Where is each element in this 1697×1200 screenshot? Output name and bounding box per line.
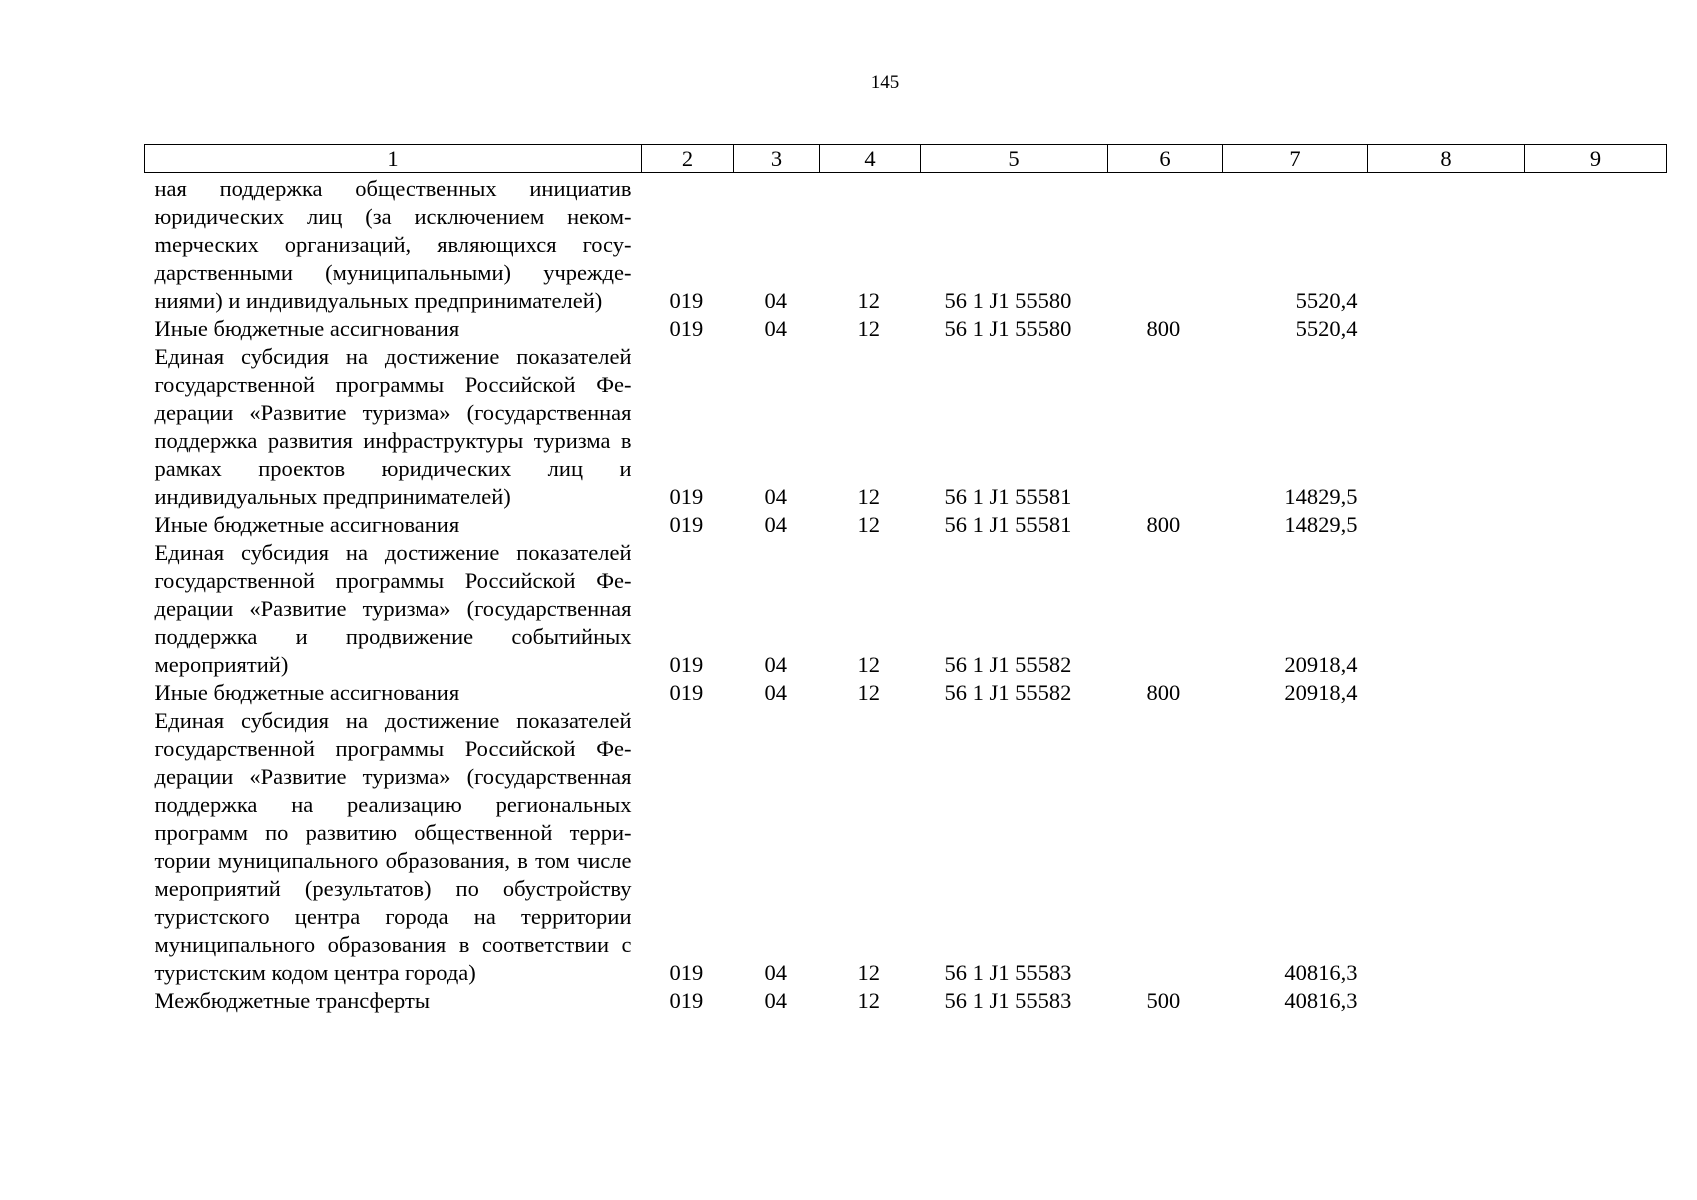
column-header: 3 xyxy=(734,145,820,173)
subsection-code: 04 xyxy=(764,288,787,313)
column-header: 1 xyxy=(145,145,642,173)
table-row xyxy=(145,511,1667,539)
column-8-value xyxy=(1368,173,1525,316)
target-article-code: 56 1 J1 55583 xyxy=(944,960,1072,985)
column-9-value xyxy=(1525,987,1667,1015)
column-8-value xyxy=(1368,987,1525,1015)
subsection-part-code: 12 xyxy=(857,988,880,1013)
table-row xyxy=(145,343,1667,511)
column-9-value xyxy=(1525,511,1667,539)
section-code: 019 xyxy=(669,316,704,341)
column-8-value xyxy=(1368,511,1525,539)
subsection-code: 04 xyxy=(764,960,787,985)
table-row xyxy=(145,987,1667,1015)
target-article-code: 56 1 J1 55581 xyxy=(944,512,1072,537)
amount: 20918,4 xyxy=(1284,680,1358,705)
expense-type-code: 500 xyxy=(1146,988,1181,1013)
subsection-part-code: 12 xyxy=(857,960,880,985)
target-article-code: 56 1 J1 55582 xyxy=(944,652,1072,677)
column-header: 2 xyxy=(642,145,734,173)
column-9-value xyxy=(1525,679,1667,707)
column-header: 6 xyxy=(1108,145,1223,173)
page-number: 145 xyxy=(870,72,900,93)
target-article-code: 56 1 J1 55582 xyxy=(944,680,1072,705)
column-8-value xyxy=(1368,315,1525,343)
row-description: Иные бюджетные ассигнования xyxy=(154,512,460,537)
row-description: Межбюджетные трансферты xyxy=(154,988,430,1013)
subsection-part-code: 12 xyxy=(857,316,880,341)
table-row xyxy=(145,315,1667,343)
subsection-part-code: 12 xyxy=(857,288,880,313)
column-8-value xyxy=(1368,343,1525,511)
amount: 5520,4 xyxy=(1295,288,1358,313)
amount: 20918,4 xyxy=(1284,652,1358,677)
column-header: 8 xyxy=(1368,145,1525,173)
amount: 40816,3 xyxy=(1284,960,1358,985)
section-code: 019 xyxy=(669,288,704,313)
target-article-code: 56 1 J1 55580 xyxy=(944,288,1072,313)
section-code: 019 xyxy=(669,484,704,509)
expense-type-code xyxy=(1108,343,1223,511)
column-number-row xyxy=(145,145,1667,173)
subsection-part-code: 12 xyxy=(857,652,880,677)
subsection-part-code: 12 xyxy=(857,484,880,509)
table-row xyxy=(145,539,1667,679)
row-description: Иные бюджетные ассигнования xyxy=(154,316,460,341)
subsection-part-code: 12 xyxy=(857,680,880,705)
row-description: Единая субсидия на достижение показателей государственной программы Российской Федерации «Развитие туризма» (государственная поддержка развития инфраструктуры туризма в рамках проектов юридических лиц и индивидуальных предпринимателей) xyxy=(154,344,632,509)
expense-type-code xyxy=(1108,173,1223,316)
row-description: Единая субсидия на достижение показателей государственной программы Российской Федерации «Развитие туризма» (государственная поддержка на реализацию региональных программ по развитию общественной территории муниципального образования, в том числе мероприятий (результатов) по обустройству туристского центра города на территории муниципального образования в соответствии с туристским кодом центра города) xyxy=(154,708,632,985)
table-row xyxy=(145,707,1667,987)
amount: 5520,4 xyxy=(1295,316,1358,341)
column-9-value xyxy=(1525,173,1667,316)
target-article-code: 56 1 J1 55583 xyxy=(944,988,1072,1013)
subsection-part-code: 12 xyxy=(857,512,880,537)
section-code: 019 xyxy=(669,680,704,705)
row-description: ная поддержка общественных инициатив юридических лиц (за исключением некомmерческих организаций, являющихся государственными (муниципальными) учреждениями) и индивидуальных предпринимателей) xyxy=(154,176,632,313)
amount: 14829,5 xyxy=(1284,512,1358,537)
table-row xyxy=(145,173,1667,316)
table-row xyxy=(145,679,1667,707)
expense-type-code xyxy=(1108,707,1223,987)
target-article-code: 56 1 J1 55580 xyxy=(944,316,1072,341)
table-body xyxy=(145,173,1667,1016)
column-header: 4 xyxy=(820,145,921,173)
column-8-value xyxy=(1368,707,1525,987)
column-8-value xyxy=(1368,539,1525,679)
expense-type-code: 800 xyxy=(1146,512,1181,537)
subsection-code: 04 xyxy=(764,484,787,509)
subsection-code: 04 xyxy=(764,988,787,1013)
column-header: 9 xyxy=(1525,145,1667,173)
target-article-code: 56 1 J1 55581 xyxy=(944,484,1072,509)
table-header xyxy=(145,145,1667,173)
row-description: Единая субсидия на достижение показателей государственной программы Российской Федерации «Развитие туризма» (государственная поддержка и продвижение событийных мероприятий) xyxy=(154,540,632,677)
subsection-code: 04 xyxy=(764,512,787,537)
expense-type-code xyxy=(1108,539,1223,679)
section-code: 019 xyxy=(669,652,704,677)
subsection-code: 04 xyxy=(764,680,787,705)
amount: 40816,3 xyxy=(1284,988,1358,1013)
budget-table xyxy=(144,144,1667,1015)
column-9-value xyxy=(1525,343,1667,511)
column-9-value xyxy=(1525,315,1667,343)
expense-type-code: 800 xyxy=(1146,680,1181,705)
row-description: Иные бюджетные ассигнования xyxy=(154,680,460,705)
amount: 14829,5 xyxy=(1284,484,1358,509)
subsection-code: 04 xyxy=(764,652,787,677)
column-9-value xyxy=(1525,539,1667,679)
column-header: 7 xyxy=(1223,145,1368,173)
section-code: 019 xyxy=(669,960,704,985)
section-code: 019 xyxy=(669,988,704,1013)
section-code: 019 xyxy=(669,512,704,537)
expense-type-code: 800 xyxy=(1146,316,1181,341)
column-header: 5 xyxy=(921,145,1108,173)
column-9-value xyxy=(1525,707,1667,987)
column-8-value xyxy=(1368,679,1525,707)
subsection-code: 04 xyxy=(764,316,787,341)
